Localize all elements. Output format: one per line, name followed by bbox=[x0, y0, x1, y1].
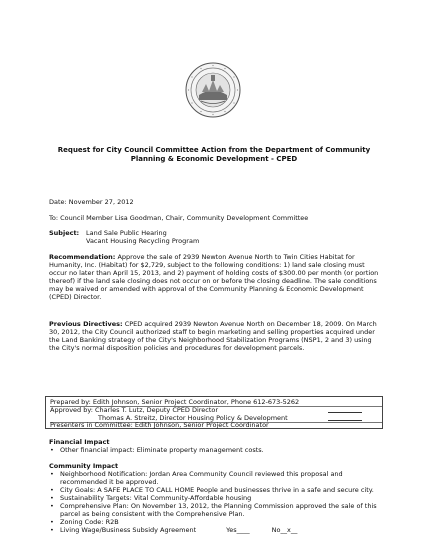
title-line-2: Planning & Economic Development - CPED bbox=[130, 155, 298, 163]
subject-line-1: Land Sale Public Hearing bbox=[86, 229, 167, 237]
title-line-1: Request for City Council Committee Action from the Department of Community bbox=[57, 146, 371, 154]
to-line: To: Council Member Lisa Goodman, Chair, Community Development Committee bbox=[49, 214, 309, 222]
community-impact-list bbox=[49, 470, 379, 534]
financial-impact-list bbox=[49, 446, 379, 454]
prepared-by: Prepared by: Edith Johnson, Senior Project Coordinator, Phone 612-673-5262 bbox=[50, 398, 300, 406]
list-item: • Other financial impact: Eliminate property management costs. bbox=[49, 446, 379, 454]
list-item: • City Goals: A SAFE PLACE TO CALL HOME People and businesses thrive in a safe and secure city. bbox=[49, 486, 379, 494]
list-item: • Zoning Code: R2B bbox=[49, 518, 379, 526]
document-title bbox=[40, 146, 388, 164]
list-item: • Neighborhood Notification: Jordan Area Community Council reviewed this proposal and recommended it be approved. bbox=[49, 470, 379, 486]
previous-directives-paragraph bbox=[49, 320, 383, 352]
recommendation-label: Recommendation: bbox=[49, 253, 116, 261]
recommendation-paragraph bbox=[49, 253, 383, 301]
list-item: • Comprehensive Plan: On November 13, 2012, the Planning Commission approved the sale of this parcel as being consistent with the Comprehensive Plan. bbox=[49, 502, 379, 518]
previous-directives-label: Previous Directives: bbox=[49, 320, 123, 328]
subject-label: Subject: bbox=[49, 229, 80, 237]
approved-by-2: Thomas A. Streitz, Director Housing Policy & Development bbox=[98, 414, 288, 422]
financial-impact-heading: Financial Impact bbox=[49, 438, 110, 446]
list-item: • Sustainability Targets: Vital Community-Affordable housing bbox=[49, 494, 379, 502]
staff-info-box bbox=[45, 396, 383, 429]
date-line: Date: November 27, 2012 bbox=[49, 198, 134, 206]
presenters: Presenters in Committee: Edith Johnson, Senior Project Coordinator bbox=[50, 421, 269, 429]
subject-line-2: Vacant Housing Recycling Program bbox=[86, 237, 200, 245]
living-wage-no: No__x__ bbox=[271, 526, 298, 534]
living-wage-label: Living Wage/Business Subsidy Agreement bbox=[60, 526, 197, 534]
city-seal-icon bbox=[185, 62, 241, 118]
living-wage-yes: Yes____ bbox=[226, 526, 250, 534]
living-wage-item bbox=[49, 526, 379, 534]
community-impact-heading: Community Impact bbox=[49, 462, 119, 470]
previous-directives-text: CPED acquired 2939 Newton Avenue North on December 18, 2009. On March 30, 2012, the City Council authorized staff to begin marketing and selling properties acquired under the Land Banking strategy of the City's Neighborhood Stabilization Programs (NSP1, 2 and 3) using the City's normal disposition policies and procedures for development parcels. bbox=[49, 320, 377, 352]
subject-block bbox=[49, 229, 167, 237]
recommendation-text: Approve the sale of 2939 Newton Avenue North to Twin Cities Habitat for Humanity, Inc. (Habitat) for $2,729, subject to the following conditions: 1) land sale closing must occur no later than April 15, 2013, and 2) payment of holding costs of $300.00 per month (or portion thereof) if the land sale closing does not occur on or before the closing deadline. The sale conditions may be waived or amended with approval of the Community Planning & Economic Development (CPED) Director. bbox=[49, 253, 379, 301]
approved-by: Approved by: Charles T. Lutz, Deputy CPED Director bbox=[50, 406, 219, 414]
